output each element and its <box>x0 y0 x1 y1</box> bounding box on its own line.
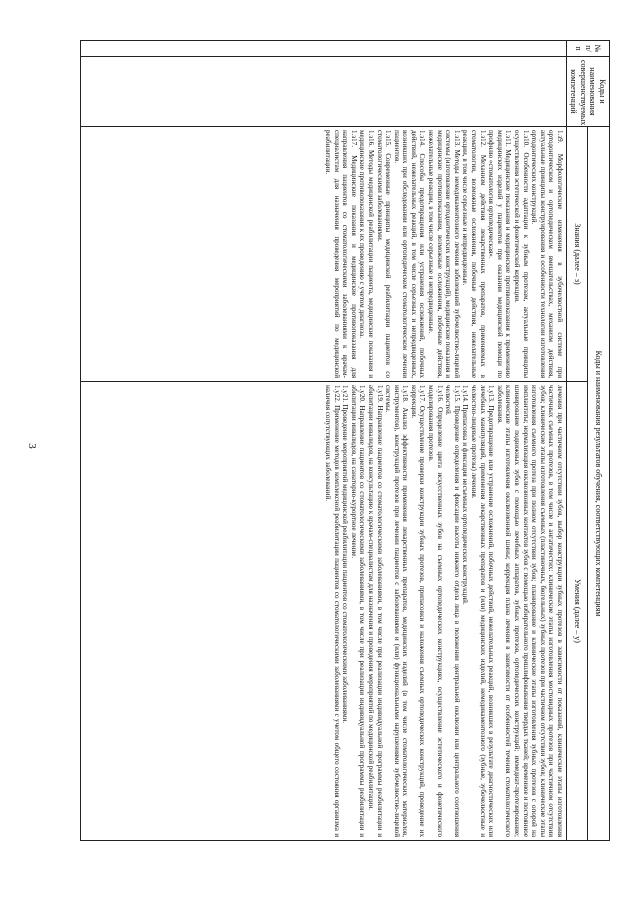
skills-item: 1.у14. Припасовка и фиксация несъемных ортопедических конструкций. <box>461 385 470 605</box>
skills-item: 1.у17. Осуществление проверки конструкции зубных протезов, припасовки и наложения съемных ортопедических конструкций, проведение их коррекции. <box>409 385 427 838</box>
cell-codes <box>81 57 567 127</box>
knowledge-item: 1.з16. Методы медицинской реабилитации пациента, медицинские показания и медицинские противопоказания к их проведению с учетом диагноза. <box>358 130 375 378</box>
skills-item: лечения при частичном отсутствии зубов, выбор конструкции зубных протезов в зависимости от показаний, клинические этапы изготовления частичных съемных протезов, в том числе и ангатичестих: клинические этапы изготовления мостовидных протезов при частичном отсутствии зубов; клинические этапы изготовления съемных (пластиночных, бюгельных) зубных протезов при частичном отсутствии зубов; клинические этапы изготовления съемного протеза при полном отсутствии зубов; планирование и клинические этапы изготовления зубных протезов с опорой на имплантаты; нормализация окклюзионных контактов зубов с помощью избирательного пришлифовывания твердых тканей; временное и постоянное шинирование подвижных зубов с помощью лечебных аппаратов, зубных протезов, ортопедических конструкций; иммедиат-протезирование; клинические этапы изготовления окклюзионной шины; коррекция плана лечения в зависимости от особенностей течения стоматологического заболевания. <box>495 385 564 838</box>
skills-item: 1.у18. Анализ эффективности применения лекарственных препаратов, медицинских изделий (в том числе стоматологических материалов, инструментов), конструкций протезов при лечении пациентов с заболеваниями и (или) функциональными нарушениями зубочелюстно-лицевой системы. <box>384 385 410 838</box>
knowledge-item: 1.з14. Способы предотвращения или устранения осложнений, побочных действий, нежелательных реакций, в том числе серьезных и непредвиденных, возникших при обследовании или ортопедическом стоматологическом лечении пациентов. <box>392 130 427 378</box>
rotated-table-wrapper <box>80 40 610 840</box>
header-main: Коды и наименования результатов обучения, соответствующих компетенциям <box>588 127 610 841</box>
skills-item: 1.у22. Применение методов комплексной реабилитации пациентов со стоматологическими заболеваниями с учетом общего состояния организма и наличия сопутствующих заболеваний. <box>323 385 341 838</box>
skills-item: 1.у19. Направление пациентов со стоматологическими заболеваниями, в том числе при реализации индивидуальной программы реабилитации и абилитации инвалидов, на консультацию к врачам-специалистам для назначения и проведения мероприятий по медицинской реабилитации. <box>366 385 384 838</box>
table-row <box>81 41 567 841</box>
knowledge-item: 1.з12. Механизм действия лекарственных препаратов, применяемых в стоматологии, возможные осложнения, побочные действия, нежелательные реакции, в том числе серьезные и непредвиденные. <box>461 130 487 378</box>
header-codes: Коды и наименования совершенствуемых компетенций <box>567 57 610 127</box>
header-knowledge: Знания (далее – з) <box>567 127 589 382</box>
cell-num <box>81 41 567 57</box>
header-skills: Умения (далее – у) <box>567 382 589 841</box>
cell-skills <box>81 382 567 841</box>
knowledge-item: 1.з17. Медицинские показания и медицинские противопоказания для направления пациентов со стоматологическими заболеваниями к врачам-специалистам для назначения проведения мероприятий по медицинской реабилитации. <box>323 130 358 378</box>
knowledge-item: 1.з9. Морфологические изменения в зубочелюстной системе при ортодонтическом и ортопедическом вмешательствах, механизм действия, актуальные принципы конструирования и особенности технологии изготовления ортодонтических конструкций. <box>530 130 564 378</box>
knowledge-item: 1.з10. Особенности адаптации к зубным протезам, актуальные принципы осуществления эстетической и фонетической коррекции. <box>513 130 530 378</box>
competencies-table <box>80 40 610 841</box>
skills-item: 1.у21. Проведение мероприятий медицинской реабилитации пациентов со стоматологическими заболеваниями. <box>341 385 350 724</box>
knowledge-item: 1.з13. Методы немедикаментозного лечения заболеваний зубочелюстно-лицевой системы (изготовление ортодонтических конструкций), медицинские показания и медицинские противопоказания, возможные осложнения, побочные действия, нежелательные реакции, в том числе серьезные и непредвиденные. <box>427 130 461 378</box>
skills-item: 1.у16. Определение цвета искусственных зубов на съемных ортопедических конструкциях, осуществление эстетического и фонетического моделирования протезов. <box>427 385 444 838</box>
header-num: № п/п <box>567 41 610 57</box>
knowledge-item: 1.з15. Современные принципы медицинской реабилитации пациентов со стоматологическими заболеваниями. <box>375 130 393 378</box>
skills-item: 1.у15. Проведение определения и фиксации высоты нижнего отдела лица в положении центральной окклюзии или центрального соотношения челюстей. <box>444 385 461 838</box>
skills-item: 1.у13. Предотвращение или устранение осложнений, побочных действий, нежелательных реакций, возникших в результате диагностических или лечебных манипуляций, применения лекарственных препаратов и (или) медицинских изделий, немедикаментозного (зубные, зубочелюстные и челюстно-лицевые протезы) лечения. <box>470 385 496 838</box>
skills-item: 1.у20. Направление пациентов со стоматологическими заболеваниями, в том числе при реализации индивидуальной программы реабилитации и абилитации инвалидов, на санаторно-курортное лечение. <box>349 385 367 838</box>
cell-knowledge <box>81 127 567 382</box>
knowledge-item: 1.з11. Медицинские показания и медицинские противопоказания к применению медицинских изделий у пациентов при оказании медицинской помощи по профилю «стоматология ортопедическая». <box>487 130 513 378</box>
page-number: 3 <box>26 443 38 449</box>
